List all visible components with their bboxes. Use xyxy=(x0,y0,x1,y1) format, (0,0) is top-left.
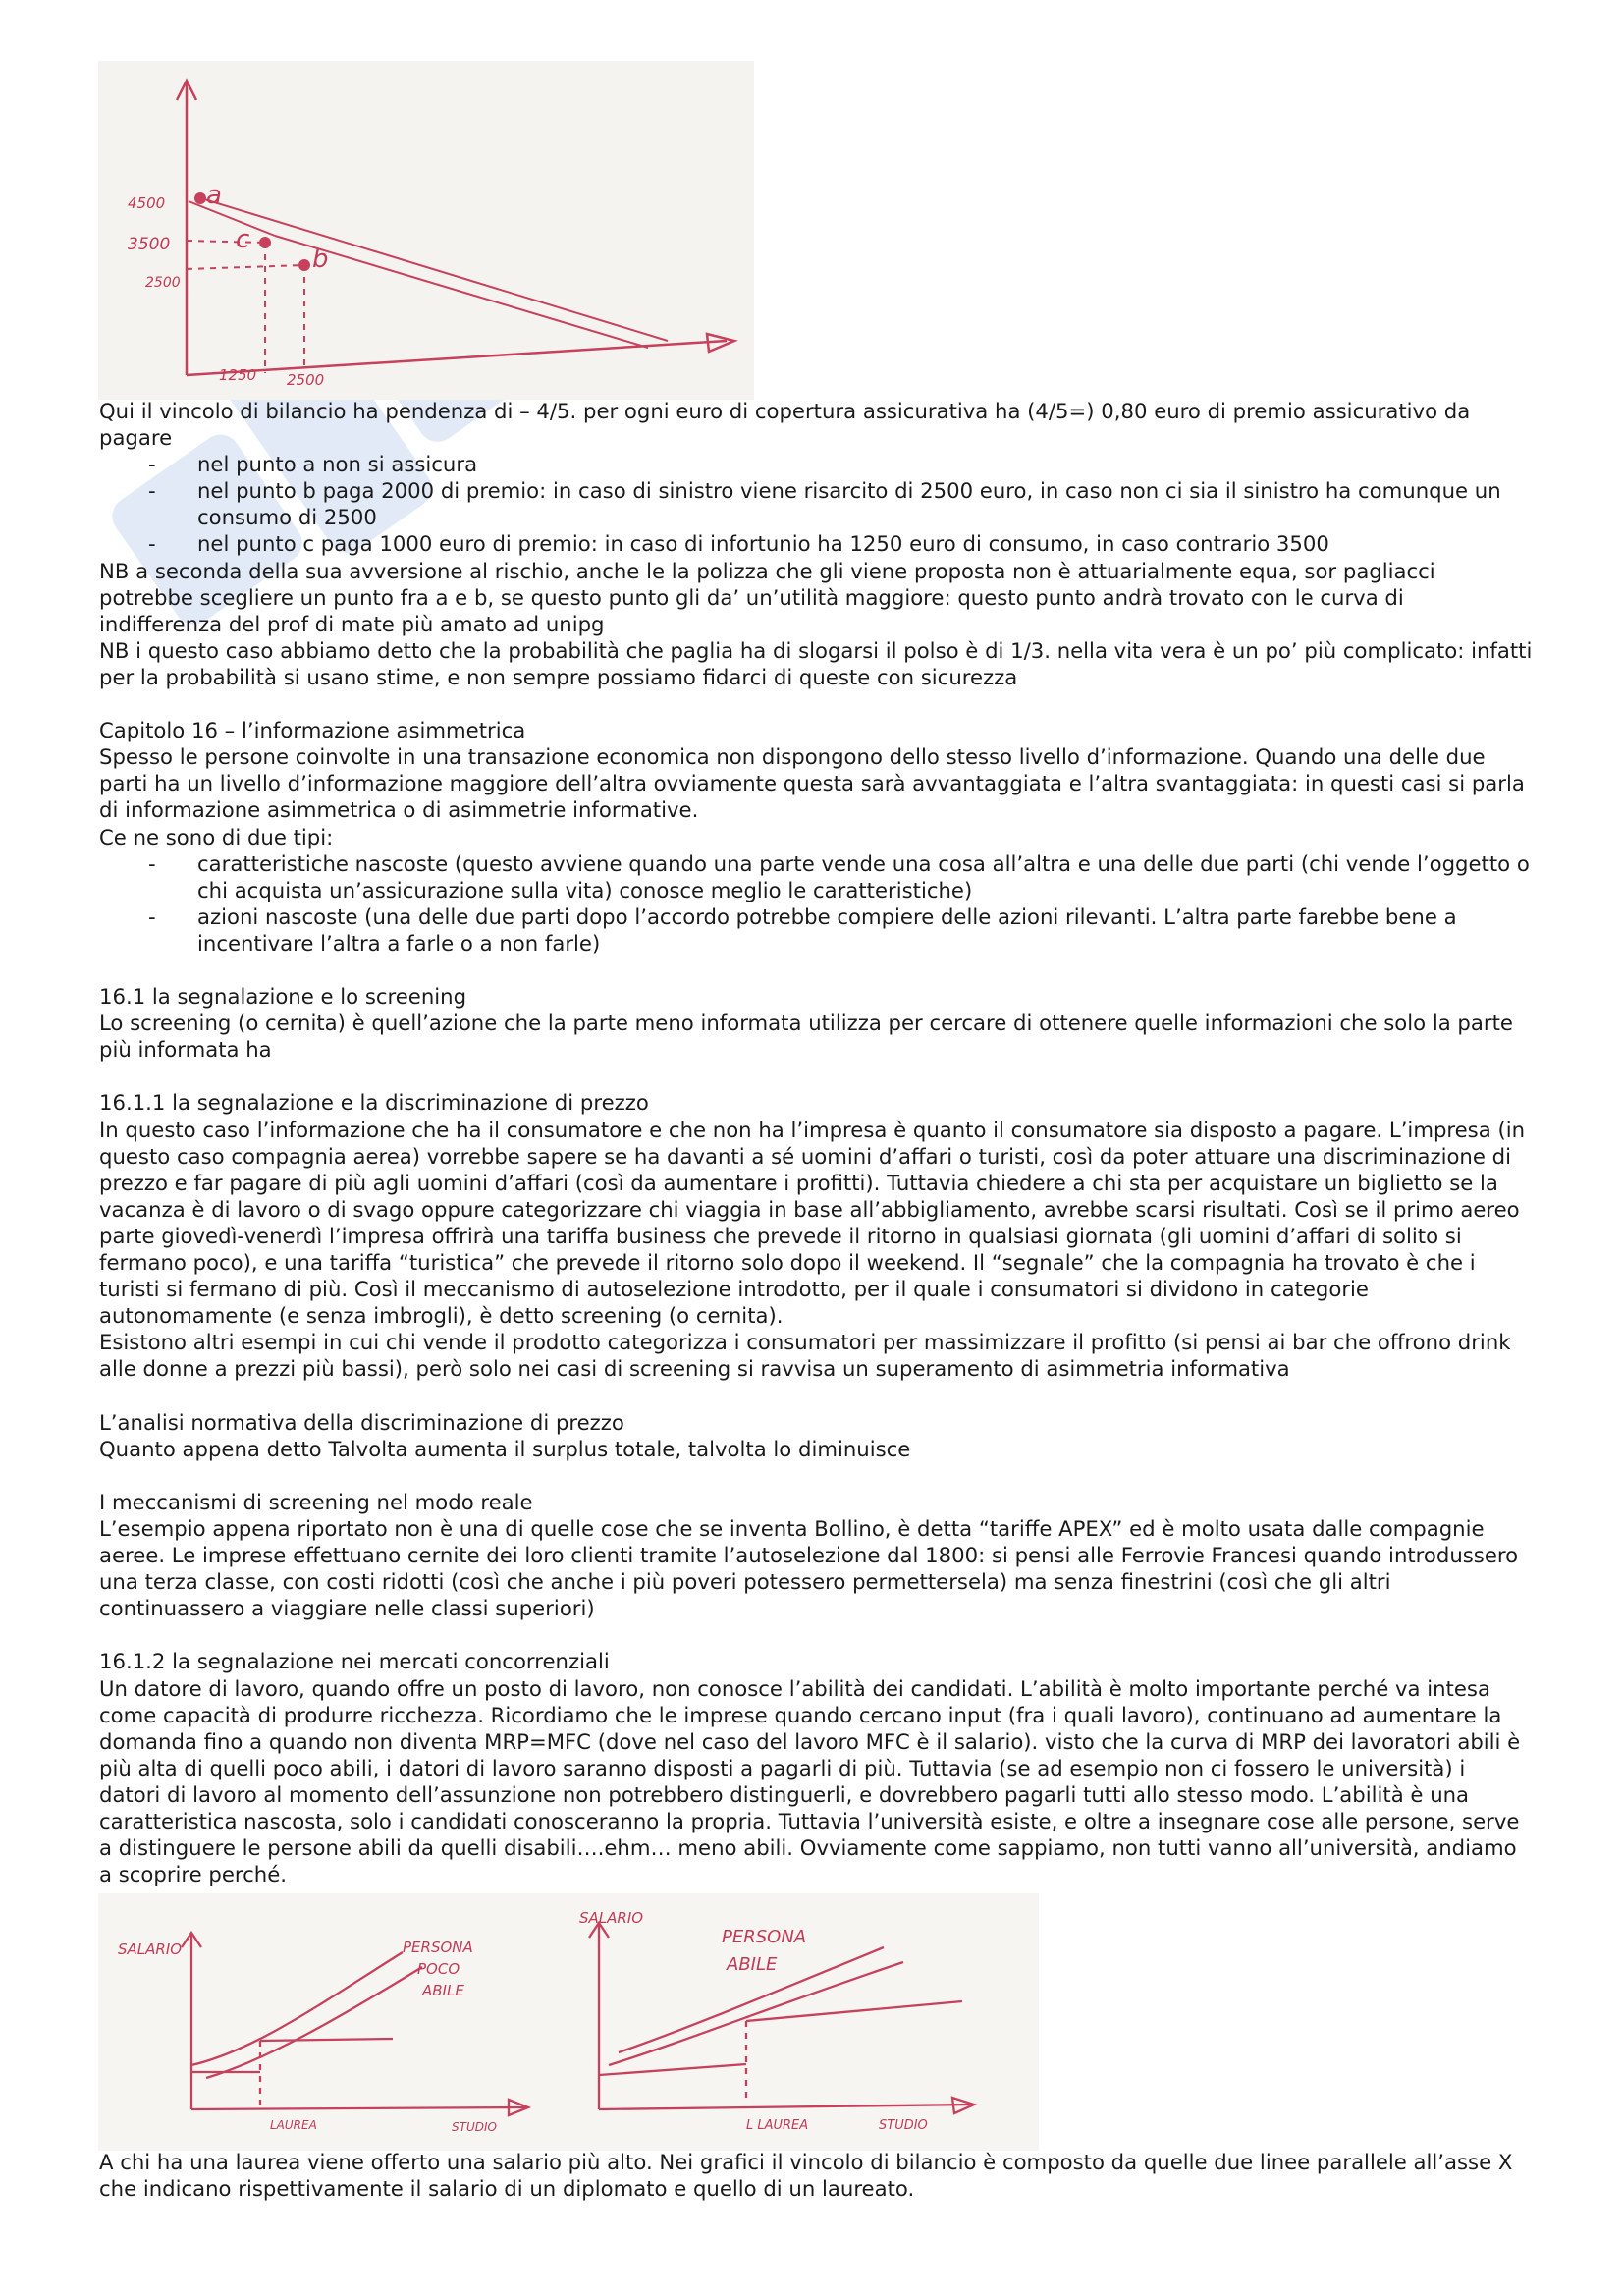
point-a-label: a xyxy=(206,181,222,210)
list-item-text: azioni nascoste (una delle due parti dopo l’accordo potrebbe compiere delle azioni rilevanti. L’altra parte farebbe bene a incentivare l’altra a farle o a non farle) xyxy=(197,903,1457,956)
paragraph: L’analisi normativa della discriminazione di prezzo xyxy=(99,1409,624,1435)
paragraph: Qui il vincolo di bilancio ha pendenza di – 4/5. per ogni euro di copertura assicurativa ha (4/5=) 0,80 euro di premio assicurativo da pagare xyxy=(99,399,1471,451)
paragraph: I meccanismi di screening nel modo reale xyxy=(99,1489,533,1514)
right-y-label: SALARIO xyxy=(579,1909,644,1927)
left-title-line-2: POCO xyxy=(417,1960,460,1978)
paragraph: Un datore di lavoro, quando offre un posto di lavoro, non conosce l’abilità dei candidati. L’abilità è molto importante perché va intesa come capacità di produrre ricchezza. Ricordiamo che le imprese quando cercano input (fra i quali lavoro), continuano ad aumentare la domanda fino a quando non diventa MRP=MFC (dove nel caso del lavoro MFC è il salario). visto che la curva di MRP dei lavoratori abili è più alta di quelli poco abili, i datori di lavoro saranno disposti a pagarli di più. Tuttavia (se ad esempio non ci fossero le università) i datori di lavoro al momento dell’assunzione non potrebbero distinguerli, e dovrebbero pagarli tutti allo stesso modo. L’abilità è una caratteristica nascosta, solo i candidati conosceranno la propria. Tuttavia l’università esiste, e oltre a insegnare cose alle persone, serve a distinguere le persone abili da quelli disabili….ehm… meno abili. Ovviamente come sappiamo, non tutti vanno all’università, andiamo a scoprire perché. xyxy=(99,1675,1521,1887)
list-item xyxy=(99,903,1533,957)
x-tick-1250: 1250 xyxy=(219,366,257,384)
point-b-label: b xyxy=(312,245,329,274)
spacer xyxy=(99,1462,1533,1489)
right-marker: L LAUREA xyxy=(746,2118,809,2133)
y-tick-4500: 4500 xyxy=(128,194,166,212)
list-bullet: - xyxy=(148,531,156,557)
right-x-label: STUDIO xyxy=(879,2118,928,2133)
left-y-label: SALARIO xyxy=(118,1941,183,1958)
left-title-line-3: ABILE xyxy=(422,1982,464,1999)
paragraph: Ce ne sono di due tipi: xyxy=(99,824,334,849)
list-bullet: - xyxy=(148,850,156,876)
x-tick-2500: 2500 xyxy=(287,371,325,389)
list-bullet: - xyxy=(148,478,156,504)
left-marker: LAUREA xyxy=(270,2118,317,2132)
paragraph: Esistono altri esempi in cui chi vende il prodotto categorizza i consumatori per massimizzare il profitto (si pensi ai bar che offrono drink alle donne a prezzi più bassi), però solo nei casi di screening si ravvisa un superamento di asimmetria informativa xyxy=(99,1330,1511,1382)
list-item xyxy=(99,530,1533,557)
paragraph: Spesso le persone coinvolte in una transazione economica non dispongono dello stesso livello d’informazione. Quando una delle due parti ha un livello d’informazione maggiore dell’altra ovviamente questa sarà avvantaggiata e l’altra svantaggiata: in questi casi si parla di informazione asimmetrica o di asimmetrie informative. xyxy=(99,744,1525,823)
right-title-line-2: ABILE xyxy=(727,1954,778,1975)
spacer xyxy=(99,690,1533,717)
y-tick-3500: 3500 xyxy=(128,235,171,254)
spacer xyxy=(99,1063,1533,1089)
paragraph: Quanto appena detto Talvolta aumenta il surplus totale, talvolta lo diminuisce xyxy=(99,1436,911,1461)
wage-signaling-sketch xyxy=(98,1893,1039,2151)
right-title-line-1: PERSONA xyxy=(722,1927,807,1947)
list-item xyxy=(99,477,1533,530)
paragraph: 16.1.2 la segnalazione nei mercati concorrenziali xyxy=(99,1649,610,1674)
paragraph: L’esempio appena riportato non è una di quelle cose che se inventa Bollino, è detta “tariffe APEX” ed è molto usata dalle compagnie aeree. Le imprese effettuano cernite dei loro clienti tramite l’autoselezione dal 1800: si pensi alle Ferrovie Francesi quando introdussero una terza classe, con costi ridotti (così che anche i più poveri potessero permettersela) ma senza finestrini (così che gli altri continuassero a viaggiare nelle classi superiori) xyxy=(99,1515,1519,1621)
list-item-text: nel punto a non si assicura xyxy=(197,452,478,477)
budget-constraint-sketch xyxy=(98,61,754,400)
point-c-label: c xyxy=(236,225,250,254)
y-tick-2500: 2500 xyxy=(145,275,181,291)
list-item xyxy=(99,850,1533,903)
left-title-line-1: PERSONA xyxy=(403,1939,473,1956)
list-bullet: - xyxy=(148,903,156,929)
paragraph: In questo caso l’informazione che ha il consumatore e che non ha l’impresa è quanto il consumatore sia disposto a pagare. L’impresa (in questo caso compagnia aerea) vorrebbe sapere se ha davanti a sé uomini d’affari o turisti, così da poter attuare una discriminazione di prezzo e far pagare di più agli uomini d’affari (così da aumentare i profitti). Tuttavia chiedere a chi sta per acquistare un biglietto se la vacanza è di lavoro o di svago oppure categorizzare chi viaggia in base all’abbigliamento, avrebbe scarsi risultati. Così se il primo aereo parte giovedì-venerdì l’impresa offrirà una tariffa business che prevede il ritorno in qualsiasi giornata (gli uomini d’affari di solito si fermano poco), e una tariffa “turistica” che prevede il ritorno solo dopo il weekend. Il “segnale” che la compagnia ha trovato è che i turisti si fermano di più. Così il meccanismo di autoselezione introdotto, per il quale i consumatori si dividono in categorie autonomamente (e senza imbrogli), è detto screening (o cernita). xyxy=(99,1117,1526,1329)
paragraph: 16.1 la segnalazione e lo screening xyxy=(99,984,467,1010)
paragraph: Capitolo 16 – l’informazione asimmetrica xyxy=(99,718,526,743)
spacer xyxy=(99,957,1533,983)
spacer xyxy=(99,1621,1533,1648)
text-block-1 xyxy=(99,398,1533,1887)
paragraph: Lo screening (o cernita) è quell’azione che la parte meno informata utilizza per cercare di ottenere quelle informazioni che solo la parte più informata ha xyxy=(99,1011,1513,1063)
paragraph: A chi ha una laurea viene offerto una salario più alto. Nei grafici il vincolo di bilancio è composto da quelle due linee parallele all’asse X che indicano rispettivamente il salario di un diplomato e quello di un laureato. xyxy=(99,2150,1513,2202)
paragraph: NB i questo caso abbiamo detto che la probabilità che paglia ha di slogarsi il polso è di 1/3. nella vita vera è un po’ più complicato: infatti per la probabilità si usano stime, e non sempre possiamo fidarci di queste con sicurezza xyxy=(99,637,1533,689)
list-item-text: nel punto b paga 2000 di premio: in caso di sinistro viene risarcito di 2500 euro, in caso non ci sia il sinistro ha comunque un consumo di 2500 xyxy=(197,478,1501,530)
paragraph: 16.1.1 la segnalazione e la discriminazione di prezzo xyxy=(99,1090,649,1116)
paragraph: NB a seconda della sua avversione al rischio, anche le la polizza che gli viene proposta non è attuarialmente equa, sor pagliacci potrebbe scegliere un punto fra a e b, se questo punto gli da’ un’utilità maggiore: questo punto andrà trovato con le curva di indifferenza del prof di mate più amato ad unipg xyxy=(99,558,1435,636)
list-item-text: nel punto c paga 1000 euro di premio: in caso di infortunio ha 1250 euro di consumo, in caso contrario 3500 xyxy=(197,531,1329,557)
text-block-2 xyxy=(99,2149,1533,2202)
spacer xyxy=(99,1382,1533,1408)
list-item-text: caratteristiche nascoste (questo avviene quando una parte vende una cosa all’altra e una delle due parti (chi vende l’oggetto o chi acquista un’assicurazione sulla vita) conosce meglio le caratteristiche) xyxy=(197,850,1530,902)
list-item xyxy=(99,451,1533,477)
list-bullet: - xyxy=(148,452,156,477)
left-x-label: STUDIO xyxy=(452,2120,497,2134)
